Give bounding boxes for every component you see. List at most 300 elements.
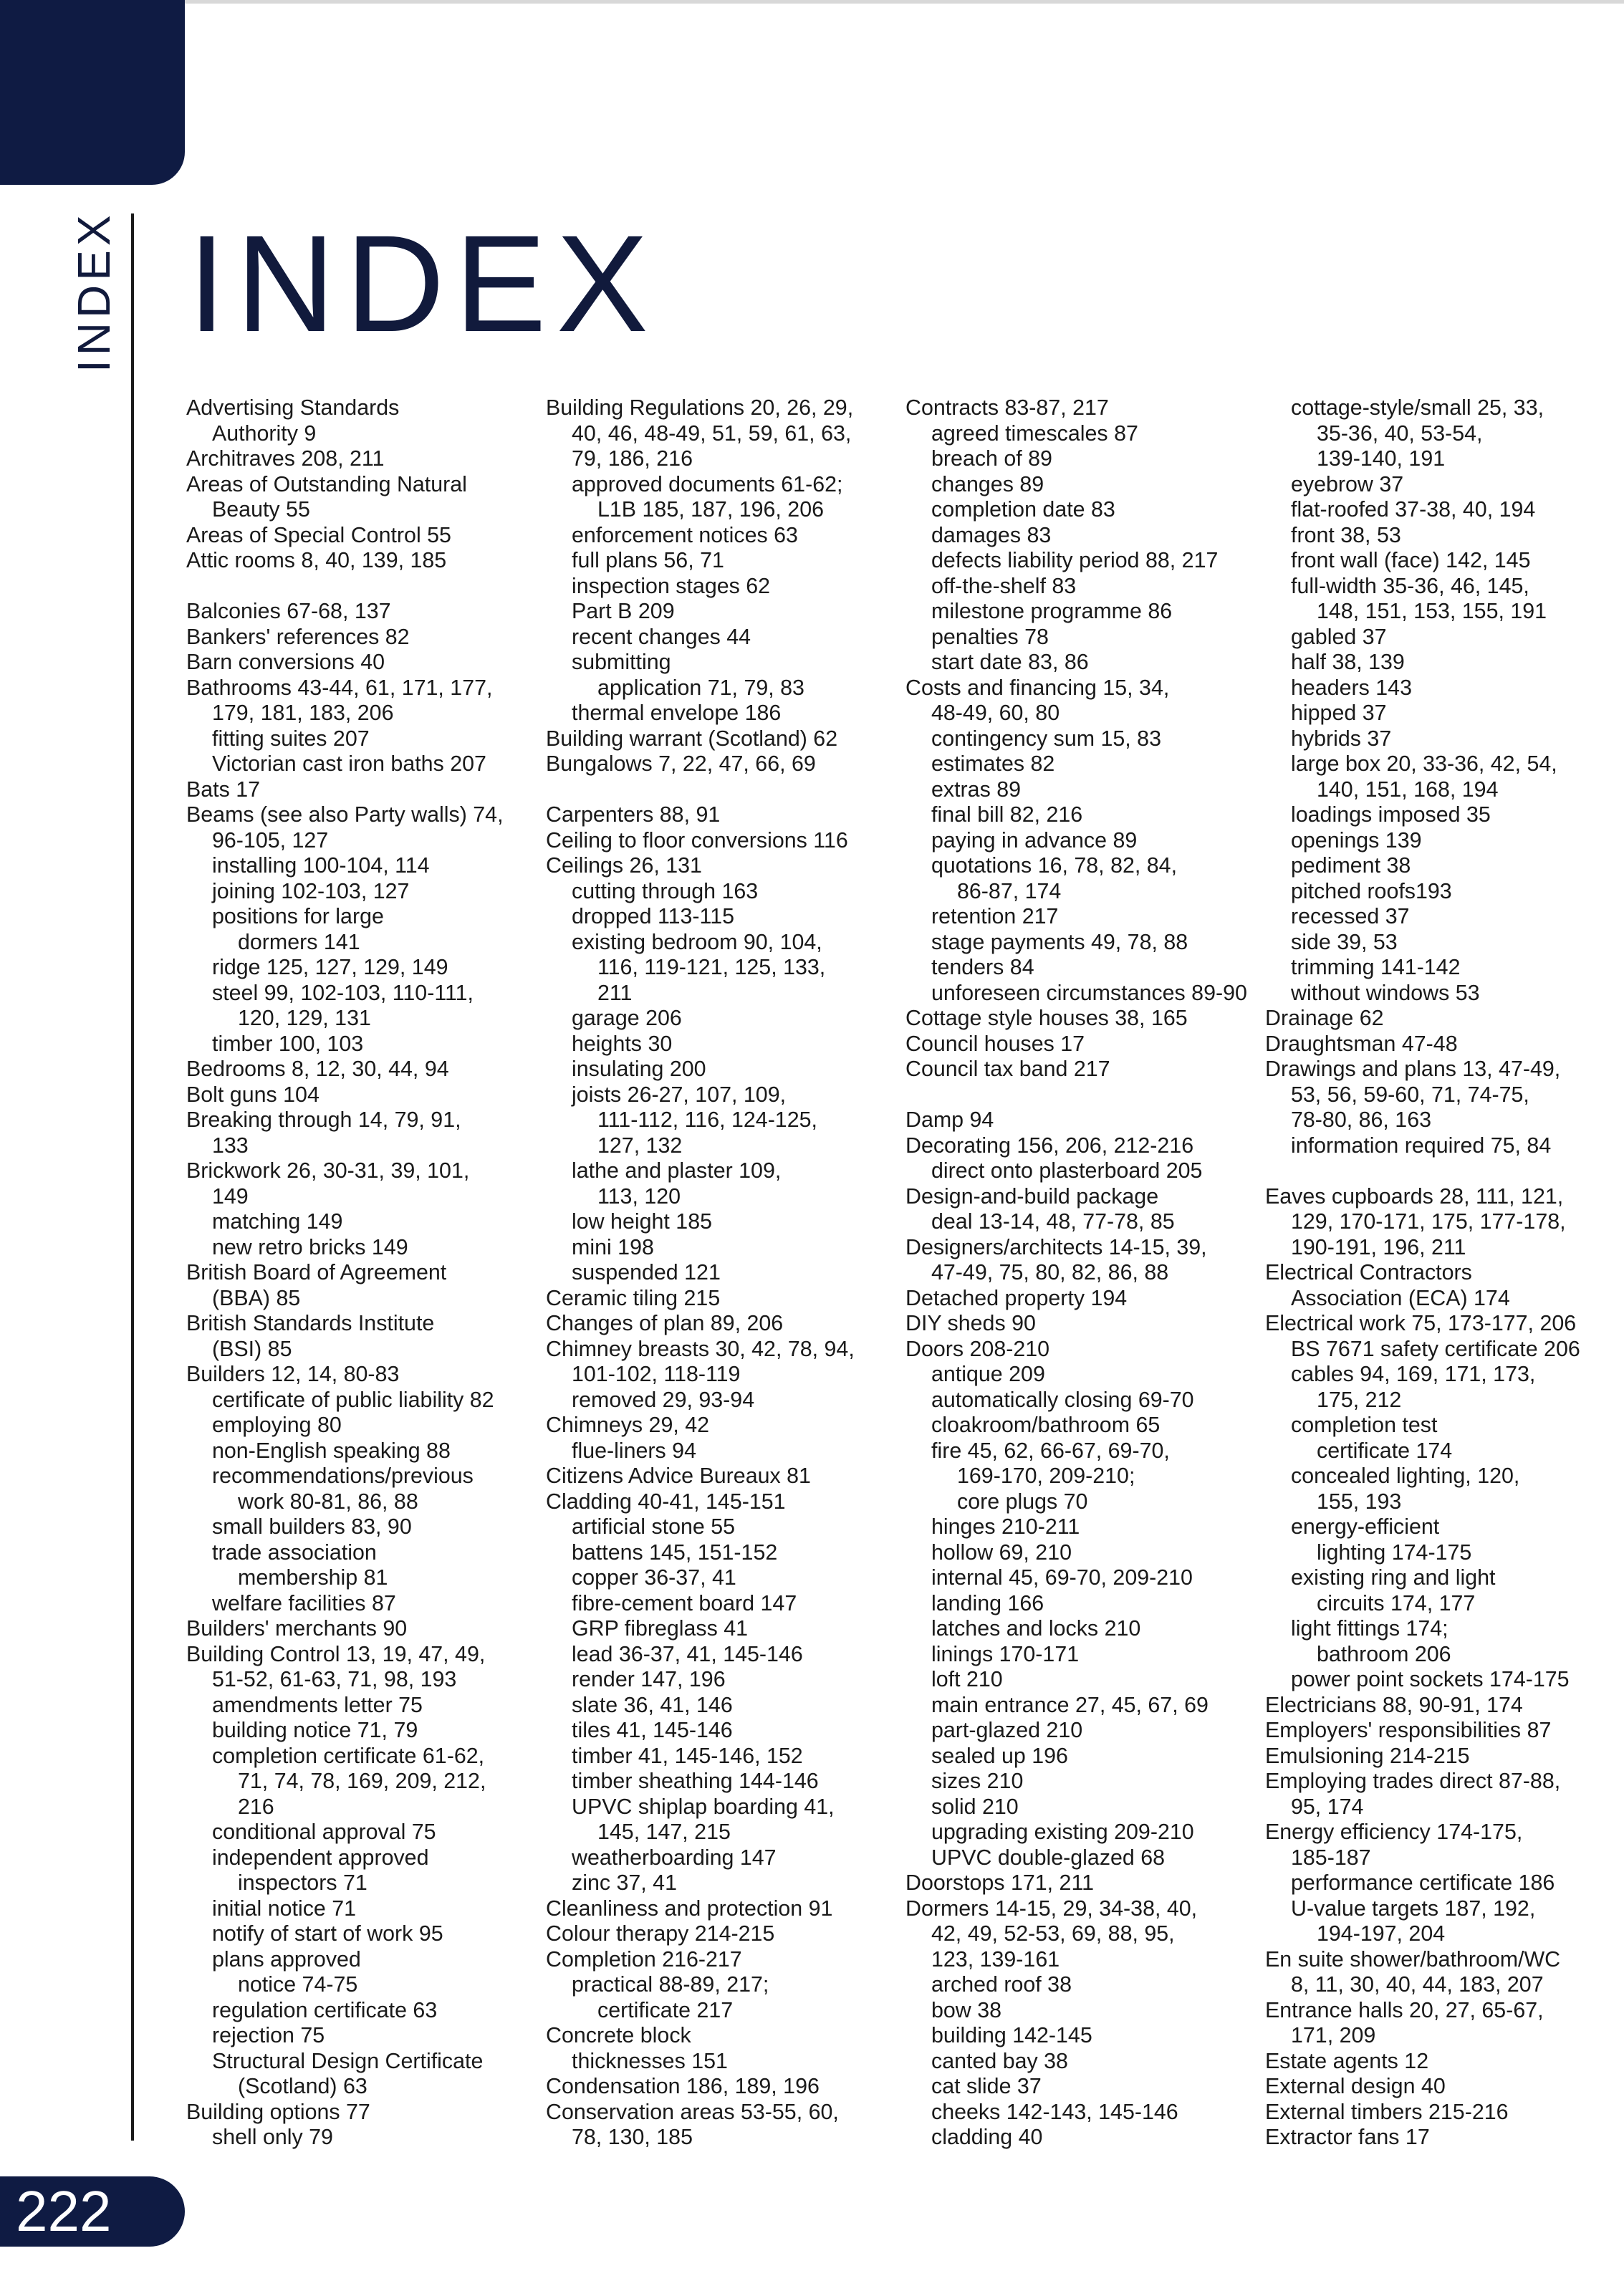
index-subentry	[1265, 828, 1624, 854]
index-subentry	[1265, 548, 1624, 574]
entry-line: Part B 209	[572, 599, 675, 623]
index-subentry	[905, 904, 1265, 930]
entry-line: sizes 210	[931, 1769, 1024, 1793]
entry-line: 78, 130, 185	[572, 2125, 693, 2149]
index-subentry	[546, 1591, 905, 1617]
entry-line: Drainage 62	[1265, 1006, 1384, 1030]
entry-line: final bill 82, 216	[931, 802, 1083, 827]
entry-line: 53, 56, 59-60, 71, 74-75,	[1291, 1082, 1529, 1107]
entry-line: enforcement notices 63	[572, 522, 798, 547]
index-subentry	[905, 1998, 1265, 2024]
entry-line: loft 210	[931, 1667, 1003, 1691]
index-subentry	[1265, 1616, 1624, 1667]
entry-line: damages 83	[931, 522, 1052, 547]
index-entry	[186, 1082, 546, 1108]
index-entry	[905, 1286, 1265, 1312]
entry-line: 216	[238, 1794, 274, 1819]
entry-line: (BBA) 85	[212, 1285, 301, 1310]
index-subentry	[546, 1718, 905, 1744]
index-subentry	[1265, 1413, 1624, 1464]
index-entry	[186, 2100, 546, 2126]
index-subentry	[1265, 1514, 1624, 1565]
entry-line: Carpenters 88, 91	[546, 802, 721, 827]
entry-line: Builders 12, 14, 80-83	[186, 1362, 400, 1386]
index-subentry	[905, 1413, 1265, 1439]
index-subentry	[546, 548, 905, 574]
index-subentry	[1265, 1133, 1624, 1159]
entry-line: British Standards Institute	[186, 1311, 435, 1335]
index-entry	[1265, 1311, 1624, 1337]
index-subentry	[546, 1158, 905, 1209]
index-subentry	[1265, 1871, 1624, 1896]
entry-line: cottage-style/small 25, 33,	[1291, 395, 1544, 420]
entry-line: Bathrooms 43-44, 61, 171, 177,	[186, 675, 493, 700]
index-entry	[546, 2074, 905, 2100]
entry-line: notice 74-75	[238, 1972, 358, 1997]
index-subentry	[1265, 879, 1624, 905]
entry-line: headers 143	[1291, 675, 1412, 700]
index-subentry	[546, 1871, 905, 1896]
index-subentry	[1265, 523, 1624, 549]
index-subentry	[1265, 625, 1624, 650]
entry-line: trade association	[212, 1540, 377, 1565]
index-entry	[546, 1896, 905, 1922]
index-subentry	[905, 446, 1265, 472]
index-entry	[1265, 2125, 1624, 2151]
index-subentry	[186, 1591, 546, 1617]
entry-line: 185-187	[1291, 1845, 1371, 1870]
entry-line: insulating 200	[572, 1057, 706, 1081]
entry-line: 40, 46, 48-49, 51, 59, 61, 63,	[572, 421, 852, 446]
index-entry	[186, 548, 546, 574]
entry-line: Bankers' references 82	[186, 624, 410, 649]
index-subentry	[186, 1439, 546, 1464]
entry-line: cables 94, 169, 171, 173,	[1291, 1362, 1536, 1386]
index-entry	[546, 2100, 905, 2151]
index-subentry	[905, 2023, 1265, 2049]
entry-line: canted bay 38	[931, 2048, 1068, 2073]
index-subentry	[546, 701, 905, 726]
entry-line: direct onto plasterboard 205	[931, 1158, 1203, 1183]
entry-line: sealed up 196	[931, 1743, 1068, 1768]
entry-line: 96-105, 127	[212, 827, 329, 853]
entry-line: Concrete block	[546, 2023, 691, 2047]
index-subentry	[186, 1540, 546, 1591]
index-entry	[186, 446, 546, 472]
entry-line: Entrance halls 20, 27, 65-67,	[1265, 1997, 1544, 2022]
index-subentry	[905, 1693, 1265, 1719]
index-subentry	[905, 1795, 1265, 1820]
index-entry	[186, 676, 546, 726]
entry-line: amendments letter 75	[212, 1692, 423, 1717]
entry-line: penalties 78	[931, 624, 1049, 649]
entry-line: new retro bricks 149	[212, 1234, 408, 1259]
index-columns	[186, 395, 1624, 2151]
entry-line: rejection 75	[212, 2023, 325, 2047]
entry-line: side 39, 53	[1291, 929, 1398, 954]
entry-line: membership 81	[238, 1565, 388, 1590]
entry-line: timber sheathing 144-146	[572, 1769, 819, 1793]
index-subentry	[1265, 726, 1624, 752]
index-subentry	[1265, 1362, 1624, 1413]
entry-line: 95, 174	[1291, 1794, 1364, 1819]
index-subentry	[186, 879, 546, 905]
index-subentry	[905, 599, 1265, 625]
entry-line: dropped 113-115	[572, 904, 734, 928]
index-entry	[905, 1006, 1265, 1032]
entry-line: half 38, 139	[1291, 650, 1405, 674]
entry-line: fibre-cement board 147	[572, 1590, 797, 1615]
entry-line: energy-efficient	[1291, 1514, 1440, 1539]
entry-line: independent approved	[212, 1845, 429, 1870]
index-entry	[1265, 1744, 1624, 1769]
entry-line: U-value targets 187, 192,	[1291, 1896, 1536, 1921]
entry-line: Chimneys 29, 42	[546, 1413, 710, 1437]
index-subentry	[905, 472, 1265, 498]
entry-line: low height 185	[572, 1209, 712, 1234]
index-subentry	[905, 2100, 1265, 2126]
entry-line: concealed lighting, 120,	[1291, 1464, 1520, 1488]
entry-line: 71, 74, 78, 169, 209, 212,	[238, 1769, 486, 1793]
entry-line: 113, 120	[597, 1183, 681, 1209]
index-subentry	[546, 1439, 905, 1464]
index-entry	[546, 828, 905, 854]
entry-line: 149	[212, 1183, 249, 1209]
index-subentry	[186, 1209, 546, 1235]
entry-line: 127, 132	[597, 1133, 683, 1158]
entry-line: Electricians 88, 90-91, 174	[1265, 1692, 1523, 1717]
entry-line: Decorating 156, 206, 212-216	[905, 1133, 1194, 1158]
index-subentry	[186, 1845, 546, 1896]
page-number: 222	[0, 2176, 185, 2247]
entry-line: cat slide 37	[931, 2074, 1042, 2098]
entry-line: cheeks 142-143, 145-146	[931, 2099, 1178, 2124]
entry-line: extras 89	[931, 777, 1022, 802]
entry-line: British Board of Agreement	[186, 1260, 447, 1284]
entry-line: 211	[597, 980, 633, 1005]
index-subentry	[546, 879, 905, 905]
index-subentry	[905, 2049, 1265, 2075]
index-subentry	[1265, 1337, 1624, 1363]
entry-line: Advertising Standards	[186, 395, 400, 420]
index-subentry	[186, 726, 546, 752]
entry-line: Builders' merchants 90	[186, 1616, 408, 1641]
index-subentry	[905, 523, 1265, 549]
entry-line: Attic rooms 8, 40, 139, 185	[186, 548, 447, 572]
index-entry	[1265, 1006, 1624, 1032]
entry-line: Bedrooms 8, 12, 30, 44, 94	[186, 1057, 449, 1081]
entry-line: Beams (see also Party walls) 74,	[186, 802, 504, 827]
entry-line: Building warrant (Scotland) 62	[546, 726, 838, 751]
index-subentry	[905, 1388, 1265, 1413]
entry-line: thermal envelope 186	[572, 701, 782, 725]
top-rule	[0, 0, 1624, 4]
entry-line: heights 30	[572, 1031, 673, 1056]
entry-line: Structural Design Certificate	[212, 2048, 484, 2073]
entry-line: artificial stone 55	[572, 1514, 736, 1539]
index-subentry	[1265, 701, 1624, 726]
entry-line: 179, 181, 183, 206	[212, 701, 394, 725]
index-entry	[546, 726, 905, 752]
index-entry	[186, 625, 546, 650]
entry-line: Barn conversions 40	[186, 650, 385, 674]
entry-line: eyebrow 37	[1291, 471, 1404, 496]
index-subentry	[546, 1540, 905, 1566]
index-subentry	[186, 1947, 546, 1998]
entry-line: Council tax band 217	[905, 1057, 1110, 1081]
entry-line: copper 36-37, 41	[572, 1565, 736, 1590]
entry-line: main entrance 27, 45, 67, 69	[931, 1692, 1209, 1717]
entry-line: Council houses 17	[905, 1031, 1085, 1056]
index-subentry	[186, 1413, 546, 1439]
index-subentry	[1265, 472, 1624, 498]
entry-line: positions for large	[212, 904, 384, 928]
index-subentry	[1265, 802, 1624, 828]
index-entry	[546, 1489, 905, 1515]
entry-line: Association (ECA) 174	[1291, 1285, 1510, 1310]
entry-line: completion date 83	[931, 497, 1115, 522]
index-subentry	[186, 955, 546, 981]
entry-line: tenders 84	[931, 955, 1034, 979]
index-subentry	[186, 904, 546, 955]
entry-line: joining 102-103, 127	[212, 878, 410, 903]
index-entry	[186, 1057, 546, 1082]
entry-line: completion test	[1291, 1413, 1438, 1437]
entry-line: Cottage style houses 38, 165	[905, 1006, 1188, 1030]
index-entry	[546, 1311, 905, 1337]
index-subentry	[1265, 1565, 1624, 1616]
index-subentry	[546, 1082, 905, 1159]
entry-line: 155, 193	[1317, 1489, 1402, 1514]
entry-line: latches and locks 210	[931, 1616, 1141, 1641]
index-entry	[905, 1133, 1265, 1159]
entry-line: solid 210	[931, 1794, 1019, 1819]
entry-line: large box 20, 33-36, 42, 54,	[1291, 751, 1557, 776]
entry-line: notify of start of work 95	[212, 1921, 443, 1946]
index-subentry	[905, 1667, 1265, 1693]
index-subentry	[905, 751, 1265, 777]
index-entry	[905, 1057, 1265, 1082]
entry-line: front 38, 53	[1291, 522, 1401, 547]
entry-line: Emulsioning 214-215	[1265, 1743, 1470, 1768]
index-subentry	[546, 1642, 905, 1668]
index-entry	[546, 853, 905, 879]
index-subentry	[546, 574, 905, 600]
index-subentry	[905, 1820, 1265, 1845]
index-subentry	[905, 548, 1265, 574]
entry-line: quotations 16, 78, 82, 84,	[931, 853, 1178, 878]
entry-line: battens 145, 151-152	[572, 1540, 778, 1565]
entry-line: deal 13-14, 48, 77-78, 85	[931, 1209, 1175, 1234]
index-subentry	[546, 930, 905, 1007]
index-subentry	[1265, 904, 1624, 930]
entry-line: mini 198	[572, 1234, 654, 1259]
index-subentry	[1265, 574, 1624, 625]
entry-line: non-English speaking 88	[212, 1438, 451, 1463]
entry-line: shell only 79	[212, 2125, 333, 2149]
index-entry	[186, 1260, 546, 1311]
entry-line: initial notice 71	[212, 1896, 357, 1921]
entry-line: Contracts 83-87, 217	[905, 395, 1109, 420]
entry-line: 101-102, 118-119	[572, 1362, 741, 1386]
entry-line: defects liability period 88, 217	[931, 548, 1219, 572]
index-column-4	[1265, 395, 1624, 2151]
index-entry	[1265, 1057, 1624, 1133]
index-subentry	[905, 802, 1265, 828]
entry-line: unforeseen circumstances 89-90	[931, 980, 1247, 1005]
entry-line: hipped 37	[1291, 701, 1387, 725]
entry-line: Breaking through 14, 79, 91,	[186, 1108, 461, 1132]
index-subentry	[546, 1260, 905, 1286]
entry-line: External design 40	[1265, 2074, 1446, 2098]
entry-line: UPVC shiplap boarding 41,	[572, 1794, 835, 1819]
index-entry	[546, 1337, 905, 1388]
index-subentry	[186, 2125, 546, 2151]
entry-line: Ceramic tiling 215	[546, 1285, 721, 1310]
index-subentry	[546, 1972, 905, 2023]
entry-line: 51-52, 61-63, 71, 98, 193	[212, 1667, 457, 1691]
entry-line: plans approved	[212, 1946, 361, 1972]
index-entry	[546, 1464, 905, 1489]
entry-line: hollow 69, 210	[931, 1540, 1072, 1565]
entry-line: openings 139	[1291, 827, 1422, 853]
entry-line: antique 209	[931, 1362, 1045, 1386]
index-subentry	[186, 1388, 546, 1413]
entry-line: bathroom 206	[1317, 1641, 1451, 1666]
entry-line: 129, 170-171, 175, 177-178,	[1291, 1209, 1566, 1234]
index-entry	[186, 395, 546, 446]
entry-line: 145, 147, 215	[597, 1820, 731, 1844]
entry-line: certificate 174	[1317, 1438, 1453, 1463]
entry-line: Chimney breasts 30, 42, 78, 94,	[546, 1336, 855, 1361]
entry-line: Employers' responsibilities 87	[1265, 1718, 1552, 1742]
entry-line: slate 36, 41, 146	[572, 1692, 733, 1717]
index-subentry	[186, 2049, 546, 2100]
index-entry	[186, 1108, 546, 1158]
entry-line: linings 170-171	[931, 1641, 1080, 1666]
entry-line: part-glazed 210	[931, 1718, 1083, 1742]
index-entry	[1265, 1032, 1624, 1057]
index-entry	[1265, 2100, 1624, 2126]
entry-line: submitting	[572, 650, 671, 674]
entry-line: retention 217	[931, 904, 1059, 928]
letter-gap	[186, 574, 546, 600]
index-subentry	[905, 1972, 1265, 1998]
entry-line: breach of 89	[931, 446, 1052, 471]
index-entry	[186, 650, 546, 676]
index-subentry	[186, 1744, 546, 1820]
index-entry	[1265, 1769, 1624, 1820]
entry-line: 190-191, 196, 211	[1291, 1234, 1466, 1259]
entry-line: timber 41, 145-146, 152	[572, 1743, 803, 1768]
index-subentry	[905, 1591, 1265, 1617]
index-entry	[905, 395, 1265, 421]
index-entry	[186, 523, 546, 549]
entry-line: GRP fibreglass 41	[572, 1616, 749, 1641]
index-subentry	[546, 1235, 905, 1261]
entry-line: Completion 216-217	[546, 1946, 742, 1972]
index-entry	[186, 1616, 546, 1642]
entry-line: cloakroom/bathroom 65	[931, 1413, 1161, 1437]
entry-line: 148, 151, 153, 155, 191	[1317, 599, 1547, 623]
entry-line: matching 149	[212, 1209, 343, 1234]
entry-line: 111-112, 116, 124-125,	[597, 1108, 817, 1132]
index-subentry	[1265, 1464, 1624, 1514]
entry-line: hinges 210-211	[931, 1514, 1080, 1539]
index-subentry	[546, 1006, 905, 1032]
entry-line: Balconies 67-68, 137	[186, 599, 391, 623]
entry-line: Cladding 40-41, 145-151	[546, 1489, 786, 1514]
index-subentry	[186, 1514, 546, 1540]
entry-line: 42, 49, 52-53, 69, 88, 95,	[931, 1921, 1175, 1946]
entry-line: 139-140, 191	[1317, 446, 1446, 471]
entry-line: 47-49, 75, 80, 82, 86, 88	[931, 1260, 1169, 1284]
entry-line: pitched roofs193	[1291, 878, 1452, 903]
entry-line: steel 99, 102-103, 110-111,	[212, 980, 474, 1005]
entry-line: weatherboarding 147	[572, 1845, 777, 1870]
index-entry	[905, 1032, 1265, 1057]
entry-line: Bats 17	[186, 777, 261, 802]
index-entry	[186, 472, 546, 523]
entry-line: Energy efficiency 174-175,	[1265, 1820, 1523, 1844]
index-entry	[905, 676, 1265, 726]
entry-line: full-width 35-36, 46, 145,	[1291, 573, 1529, 598]
index-subentry	[546, 1667, 905, 1693]
index-column-2	[546, 395, 905, 2151]
entry-line: inspectors 71	[238, 1871, 367, 1895]
index-column-3	[905, 395, 1265, 2151]
entry-line: Electrical Contractors	[1265, 1260, 1472, 1284]
index-subentry	[186, 1921, 546, 1947]
index-entry	[905, 1108, 1265, 1133]
index-entry	[905, 1311, 1265, 1337]
entry-line: conditional approval 75	[212, 1820, 436, 1844]
index-subentry	[905, 497, 1265, 523]
index-subentry	[905, 2074, 1265, 2100]
index-entry	[186, 802, 546, 853]
index-entry	[1265, 2074, 1624, 2100]
index-subentry	[1265, 751, 1624, 802]
index-column-1	[186, 395, 546, 2151]
entry-line: landing 166	[931, 1590, 1044, 1615]
entry-line: lead 36-37, 41, 145-146	[572, 1641, 803, 1666]
entry-line: External timbers 215-216	[1265, 2099, 1509, 2124]
entry-line: stage payments 49, 78, 88	[931, 929, 1188, 954]
index-subentry	[905, 625, 1265, 650]
index-entry	[186, 777, 546, 803]
entry-line: Cleanliness and protection 91	[546, 1896, 833, 1921]
index-subentry	[1265, 650, 1624, 676]
entry-line: changes 89	[931, 471, 1044, 496]
entry-line: Ceiling to floor conversions 116	[546, 827, 848, 853]
index-subentry	[905, 1616, 1265, 1642]
entry-line: 120, 129, 131	[238, 1006, 371, 1030]
index-entry	[186, 599, 546, 625]
side-rule	[131, 213, 134, 2141]
entry-line: lathe and plaster 109,	[572, 1158, 782, 1183]
entry-line: information required 75, 84	[1291, 1133, 1552, 1158]
index-subentry	[546, 650, 905, 701]
entry-line: Building Control 13, 19, 47, 49,	[186, 1641, 486, 1666]
entry-line: Ceilings 26, 131	[546, 853, 702, 878]
index-entry	[186, 1311, 546, 1362]
index-subentry	[546, 1744, 905, 1769]
index-subentry	[905, 2125, 1265, 2151]
index-entry	[1265, 1947, 1624, 1998]
entry-line: 86-87, 174	[957, 878, 1062, 903]
entry-line: 169-170, 209-210;	[957, 1464, 1135, 1488]
index-subentry	[186, 1032, 546, 1057]
